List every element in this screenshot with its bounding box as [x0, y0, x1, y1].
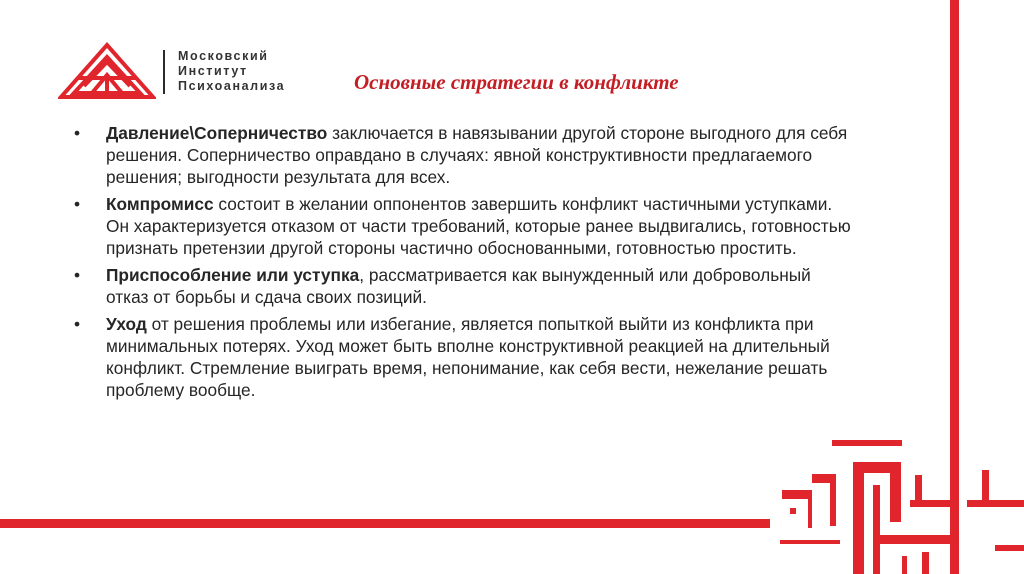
corner-pattern-bar	[902, 556, 907, 574]
corner-pattern-bar	[982, 470, 989, 507]
org-line-3: Психоанализа	[178, 79, 286, 93]
corner-pattern-bar	[782, 490, 812, 499]
corner-pattern-bar	[832, 440, 902, 446]
bullet-text: от решения проблемы или избегание, является попыткой выйти из конфликта при минимальных потерях. Уход может быть вполне конструктивной реакцией на длительный конфликт. Стремление выиграть время, непонимание, как себя вести, нежелание решать проблему вообще.	[106, 314, 830, 400]
corner-pattern-bar	[830, 474, 836, 526]
slide-title: Основные стратегии в конфликте	[354, 70, 679, 94]
corner-pattern-bar	[890, 462, 901, 522]
corner-pattern-bar	[922, 552, 929, 574]
corner-pattern-bar	[790, 508, 796, 514]
bullet-text: состоит в желании оппонентов завершить конфликт частичными уступками. Он характеризуется отказом от части требований, которые ранее выдвигались, готовностью признать претензии другой стороны частично обоснованными, готовностью простить.	[106, 194, 851, 258]
corner-pattern-bar	[878, 535, 958, 544]
bullet-term: Приспособление или уступка	[106, 265, 360, 285]
bullet-text: заключается в навязывании другой стороне выгодного для себя решения. Соперничество оправдано в случаях: явной конструктивности предлагаемого решения; выгодности результата для всех.	[106, 123, 848, 187]
bullet-term: Уход	[106, 314, 147, 334]
bullet-text: , рассматривается как вынужденный или добровольный отказ от борьбы и сдача своих позиций.	[106, 265, 811, 307]
bottom-border-line	[0, 519, 770, 528]
corner-pattern-bar	[873, 485, 880, 574]
org-line-2: Институт	[178, 64, 248, 78]
corner-pattern-bar	[995, 545, 1024, 551]
org-line-1: Московский	[178, 49, 269, 63]
bullet-term: Компромисс	[106, 194, 214, 214]
corner-pattern-bar	[967, 500, 1024, 507]
corner-pattern-bar	[780, 540, 840, 544]
corner-pattern-bar	[808, 490, 812, 528]
right-border-line	[950, 0, 959, 574]
corner-pattern-bar	[853, 462, 864, 574]
bullet-term: Давление\Соперничество	[106, 123, 328, 143]
corner-pattern-bar	[915, 475, 922, 505]
